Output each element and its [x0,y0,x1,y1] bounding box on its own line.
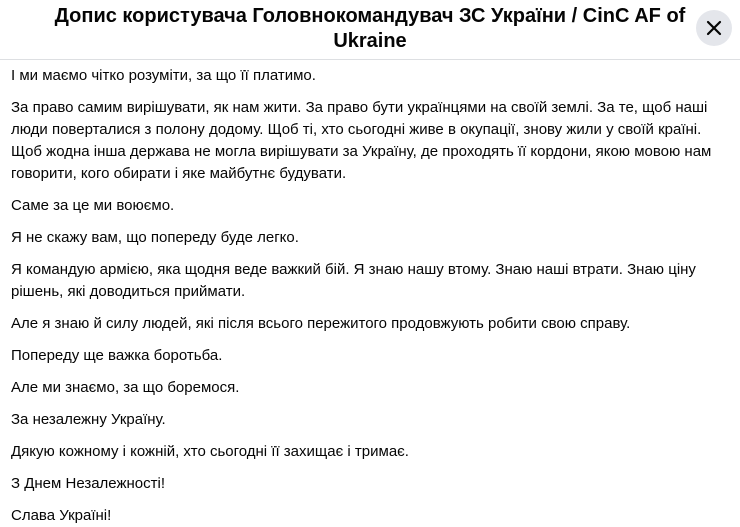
post-paragraph: Дякую кожному і кожній, хто сьогодні її захищає і тримає. [11,443,409,460]
post-body [0,60,740,527]
post-paragraph: Але я знаю й силу людей, які після всього пережитого продовжують робити свою справу. [11,315,631,332]
post-paragraph: Слава Україні! [11,507,112,524]
post-paragraph: Я командую армією, яка щодня веде важкий бій. Я знаю нашу втому. Знаю наші втрати. Знаю ціну рішень, які доводиться приймати. [11,261,696,300]
post-paragraph: Саме за це ми воюємо. [11,197,175,214]
close-button[interactable] [696,10,732,46]
post-paragraph: За незалежну Україну. [11,411,166,428]
post-paragraph: І ми маємо чітко розуміти, за що її платимо. [11,67,316,84]
post-paragraph: За право самим вирішувати, як нам жити. За право бути українцями на своїй землі. За те, щоб наші люди поверталися з полону додому. Щоб ті, хто сьогодні живе в окупації, знову жили у своїй країні. Щоб жодна інша держава не могла вирішувати за Україну, де проходять її кордони, якою мовою нам говорити, кого обирати і яке майбутнє будувати. [11,99,712,182]
post-paragraph: З Днем Незалежності! [11,475,166,492]
post-paragraph: Попереду ще важка боротьба. [11,347,223,364]
close-icon [704,18,724,38]
post-paragraph: Але ми знаємо, за що боремося. [11,379,240,396]
dialog-header [0,0,740,60]
dialog-title: Допис користувача Головнокомандувач ЗС України / CinC AF of Ukraine [54,5,686,52]
post-paragraph: Я не скажу вам, що попереду буде легко. [11,229,299,246]
